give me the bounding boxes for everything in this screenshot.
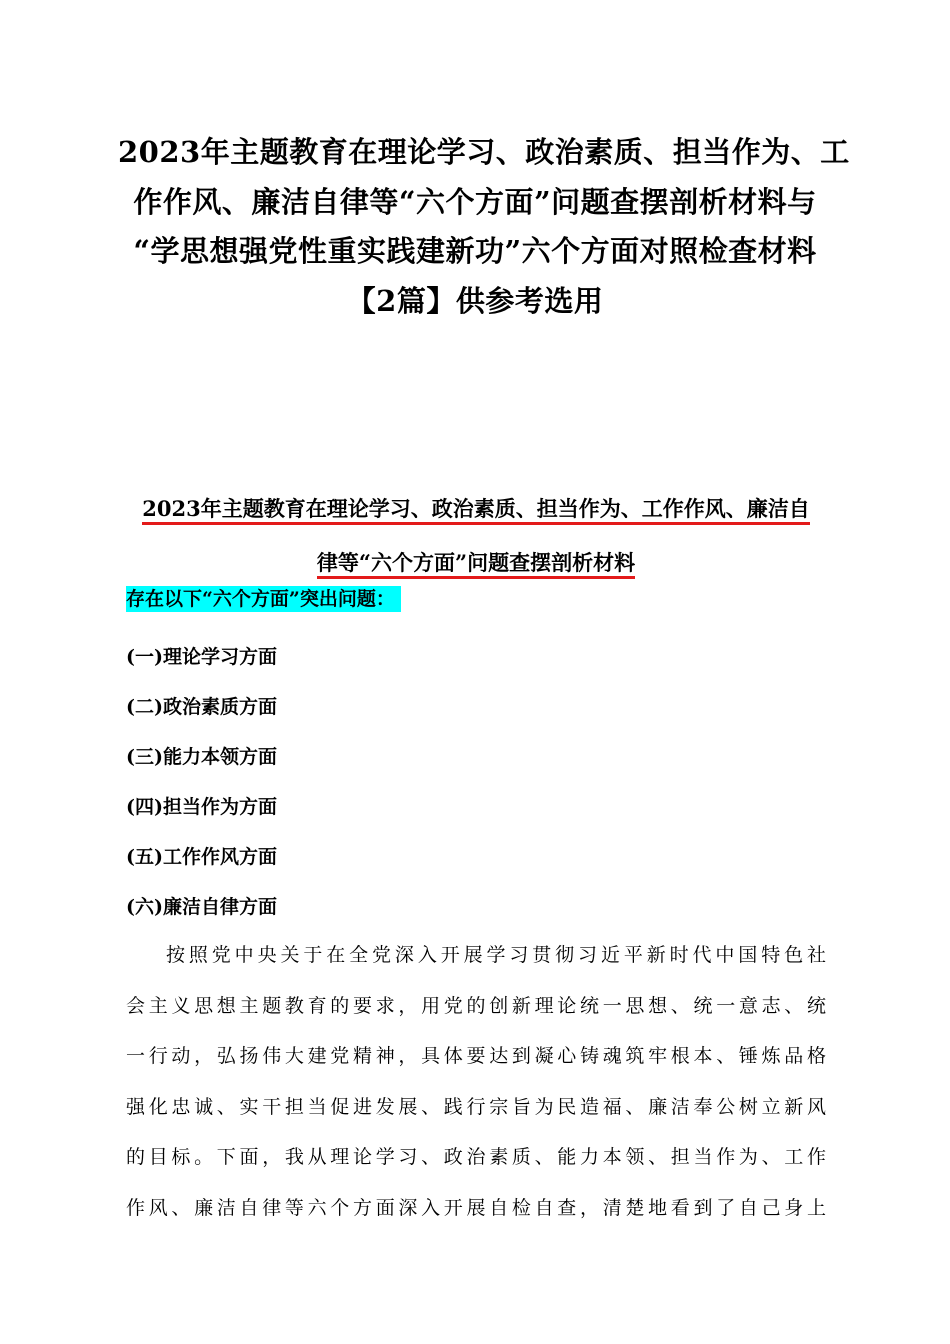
paragraph-line: 作风、廉洁自律等六个方面深入开展自检自查，清楚地看到了自己身上 (126, 1196, 826, 1219)
section-title-line (126, 536, 826, 590)
problems-intro (126, 586, 401, 612)
section-title (126, 482, 826, 590)
paragraph-line: 会主义思想主题教育的要求，用党的创新理论统一思想、统一意志、统 (126, 994, 826, 1017)
document-title-line: “学思想强党性重实践建新功”六个方面对照检查材料 (133, 234, 817, 268)
list-item: (三)能力本领方面 (126, 746, 277, 768)
document-title-line: 2023年主题教育在理论学习、政治素质、担当作为、工 (118, 135, 850, 169)
list-item: (四)担当作为方面 (126, 796, 277, 818)
document-title (118, 128, 850, 326)
highlighted-intro-text: 存在以下“六个方面”突出问题： (126, 586, 401, 612)
paragraph-line: 的目标。下面，我从理论学习、政治素质、能力本领、担当作为、工作 (126, 1146, 826, 1168)
section-title-text: 律等“六个方面”问题查摆剖析材料 (317, 550, 635, 579)
list-item: (一)理论学习方面 (126, 646, 277, 668)
section-title-text: 2023年主题教育在理论学习、政治素质、担当作为、工作作风、廉洁自 (142, 496, 809, 525)
paragraph-line: 按照党中央关于在全党深入开展学习贯彻习近平新时代中国特色社 (166, 944, 826, 966)
body-paragraph (126, 930, 826, 1233)
problem-list (126, 632, 277, 932)
document-title-line: 【2篇】供参考选用 (346, 283, 604, 318)
list-item: (五)工作作风方面 (126, 846, 277, 868)
document-title-line: 作作风、廉洁自律等“六个方面”问题查摆剖析材料与 (133, 184, 817, 219)
paragraph-line: 强化忠诚、实干担当促进发展、践行宗旨为民造福、廉洁奉公树立新风 (126, 1095, 826, 1118)
paragraph-line: 一行动，弘扬伟大建党精神，具体要达到凝心铸魂筑牢根本、锤炼品格 (126, 1045, 826, 1067)
section-title-line (126, 482, 826, 536)
list-item: (六)廉洁自律方面 (126, 896, 277, 918)
list-item: (二)政治素质方面 (126, 696, 277, 718)
